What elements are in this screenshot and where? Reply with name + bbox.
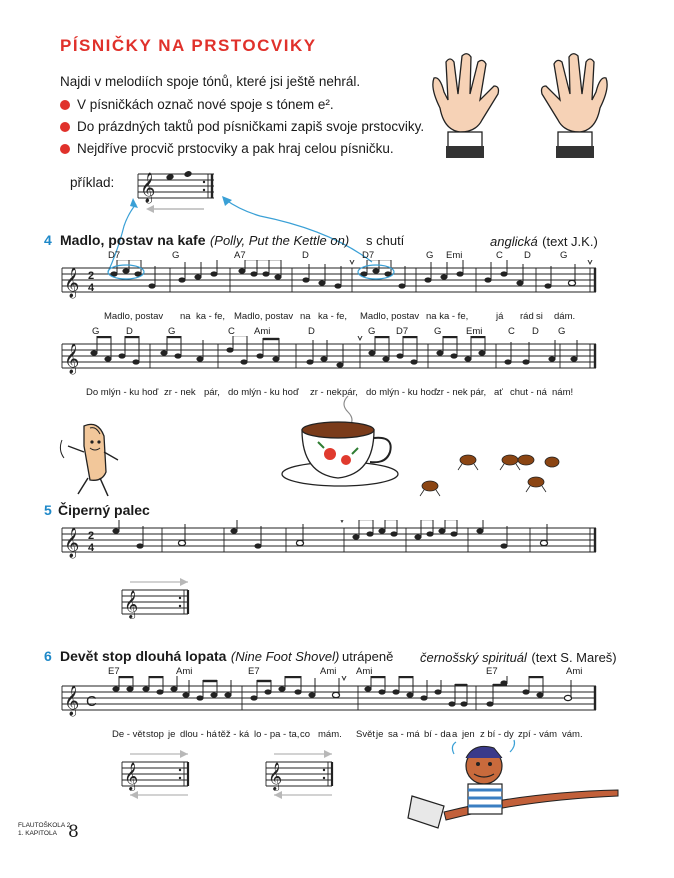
music-staff xyxy=(60,336,600,382)
lyric-syllable: je xyxy=(168,729,176,740)
lyric-syllable: do mlýn - ku hoď xyxy=(366,387,437,398)
lyric-syllable: ka - fe, xyxy=(196,311,226,322)
page-number: 8 xyxy=(68,822,79,842)
lyric-syllable: Do mlýn - ku hoď xyxy=(86,387,159,398)
chord-symbol: Ami xyxy=(356,666,373,677)
chord-symbol: G xyxy=(92,326,100,337)
lyric-syllable: De - vět xyxy=(112,729,146,740)
practice-staff xyxy=(118,576,198,620)
chord-symbol: D7 xyxy=(362,250,375,261)
chord-symbol: D7 xyxy=(396,326,409,337)
lyric-syllable: do mlýn - ku hoď xyxy=(228,387,299,398)
chord-symbol: G xyxy=(426,250,434,261)
song-subtitle: (Polly, Put the Kettle on) xyxy=(209,233,350,248)
song-credit: (text S. Mareš) xyxy=(531,650,617,665)
chord-symbol: G xyxy=(172,250,180,261)
example-label: příklad: xyxy=(70,175,115,190)
chord-symbol: D xyxy=(126,326,133,337)
chord-symbol: Ami xyxy=(320,666,337,677)
bullet-icon xyxy=(60,122,70,132)
lyric-syllable: Madlo, postav xyxy=(360,311,420,322)
lyric-syllable: Madlo, postav xyxy=(104,311,164,322)
svg-text:4: 4 xyxy=(88,542,95,554)
music-staff xyxy=(60,520,600,566)
lyric-syllable: mám. xyxy=(318,729,342,740)
music-staff xyxy=(60,260,600,306)
lyric-syllable: dám. xyxy=(554,311,576,322)
lyric-syllable: bí - da xyxy=(424,729,451,740)
svg-text:𝄞: 𝄞 xyxy=(64,343,80,373)
svg-text:2: 2 xyxy=(88,530,95,542)
song-tempo: s chutí xyxy=(366,233,405,248)
lyric-syllable: zr - nek pár, xyxy=(436,387,487,398)
instruction-list xyxy=(60,96,424,162)
song-credit: (text J.K.) xyxy=(542,234,598,249)
chord-symbol: Ami xyxy=(566,666,583,677)
instruction-item: Nejdříve procvič prstocviky a pak hraj celou písničku. xyxy=(60,140,424,162)
song-origin: anglická xyxy=(490,234,538,249)
thumb-character-illustration xyxy=(54,416,134,500)
chord-symbol: G xyxy=(560,250,568,261)
svg-text:2: 2 xyxy=(88,270,95,282)
chord-symbol: Emi xyxy=(446,250,463,261)
footer-chapter: 1. KAPITOLA xyxy=(18,830,57,837)
lyric-syllable: pár, xyxy=(342,387,358,398)
lyric-syllable: já xyxy=(496,311,504,322)
instruction-item: V písničkách označ nové spoje s tónem e². xyxy=(60,96,424,118)
lyric-syllable: a xyxy=(452,729,458,740)
song-origin: černošský spirituál xyxy=(420,650,527,665)
lyric-syllable: rád xyxy=(520,311,534,322)
chord-symbol: Ami xyxy=(254,326,271,337)
song-title: Madlo, postav na kafe xyxy=(60,232,206,248)
lyric-syllable: zr - nek xyxy=(310,387,342,398)
lyric-syllable: jen xyxy=(462,729,475,740)
svg-text:𝄞: 𝄞 xyxy=(64,527,80,557)
intro-text: Najdi v melodiích spoje tónů, které jsi ještě nehrál. xyxy=(60,74,361,89)
worker-with-shovel-illustration xyxy=(404,738,626,830)
instruction-item: Do prázdných taktů pod písničkami zapiš svoje prstocviky. xyxy=(60,118,424,140)
chord-symbol: G xyxy=(558,326,566,337)
lyric-syllable: Svět xyxy=(356,729,376,740)
lyric-syllable: dlou - há xyxy=(180,729,217,740)
chord-symbol: E7 xyxy=(248,666,260,677)
lyric-syllable: si xyxy=(536,311,543,322)
lyric-syllable: z bí - dy xyxy=(480,729,514,740)
lyric-syllable: nám! xyxy=(552,387,574,398)
lyric-syllable: ať xyxy=(494,387,503,398)
footer-book-info xyxy=(18,822,70,838)
chord-symbol: G xyxy=(434,326,442,337)
lyric-syllable: ka - fe, xyxy=(318,311,348,322)
chord-symbol: D xyxy=(302,250,309,261)
music-staff xyxy=(60,676,600,724)
chord-symbol: G xyxy=(368,326,376,337)
svg-text:C: C xyxy=(86,693,97,710)
lyric-syllable: chut - ná xyxy=(510,387,547,398)
chord-symbol: D xyxy=(308,326,315,337)
song-tempo: utrápeně xyxy=(342,649,394,664)
practice-staff xyxy=(118,748,198,802)
lyric-syllable: zpí - vám xyxy=(518,729,558,740)
hands-illustration xyxy=(420,48,620,160)
footer-book: FLAUTOŠKOLA 2 xyxy=(18,822,71,829)
lyric-syllable: pár, xyxy=(204,387,220,398)
chord-symbol: C xyxy=(496,250,503,261)
chord-symbol: Emi xyxy=(466,326,483,337)
svg-text:4: 4 xyxy=(88,282,95,294)
svg-text:𝄞: 𝄞 xyxy=(64,267,80,297)
song-subtitle: (Nine Foot Shovel) xyxy=(230,649,340,664)
lyric-syllable: na ka - fe, xyxy=(426,311,469,322)
coffee-bean-bugs-illustration xyxy=(412,442,562,502)
svg-text:𝄞: 𝄞 xyxy=(64,685,80,715)
song-number: 4 xyxy=(44,232,52,248)
chord-symbol: C xyxy=(508,326,515,337)
song-number: 6 xyxy=(44,648,52,664)
lyric-syllable: lo - pa - ta, xyxy=(254,729,300,740)
svg-text:𝄞: 𝄞 xyxy=(268,763,283,790)
lyric-syllable: těž - ká xyxy=(218,729,250,740)
chord-symbol: D7 xyxy=(108,250,121,261)
lyric-syllable: Madlo, postav xyxy=(234,311,294,322)
song-title: Čiperný palec xyxy=(58,502,150,518)
svg-text:𝄞: 𝄞 xyxy=(124,763,139,790)
lyric-syllable: vám. xyxy=(562,729,583,740)
lyric-syllable: co xyxy=(300,729,311,740)
song-number: 5 xyxy=(44,502,52,518)
chord-symbol: A7 xyxy=(234,250,246,261)
lyric-syllable: na xyxy=(180,311,191,322)
bullet-icon xyxy=(60,100,70,110)
chord-symbol: E7 xyxy=(108,666,120,677)
chord-symbol: E7 xyxy=(486,666,498,677)
lyric-syllable: stop xyxy=(146,729,164,740)
chord-symbol: G xyxy=(168,326,176,337)
song-title: Devět stop dlouhá lopata xyxy=(60,648,227,664)
page-title: PÍSNIČKY NA PRSTOCVIKY xyxy=(60,36,317,55)
chord-symbol: D xyxy=(532,326,539,337)
lyric-syllable: sa - má xyxy=(388,729,420,740)
lyric-syllable: je xyxy=(376,729,384,740)
svg-text:𝄞: 𝄞 xyxy=(124,591,139,618)
practice-staff xyxy=(262,748,342,802)
chord-symbol: C xyxy=(228,326,235,337)
bullet-icon xyxy=(60,144,70,154)
chord-symbol: D xyxy=(524,250,531,261)
coffee-cup-illustration xyxy=(278,392,404,492)
lyric-syllable: na xyxy=(300,311,311,322)
lyric-syllable: zr - nek xyxy=(164,387,196,398)
svg-text:𝄞: 𝄞 xyxy=(140,172,156,202)
chord-symbol: Ami xyxy=(176,666,193,677)
